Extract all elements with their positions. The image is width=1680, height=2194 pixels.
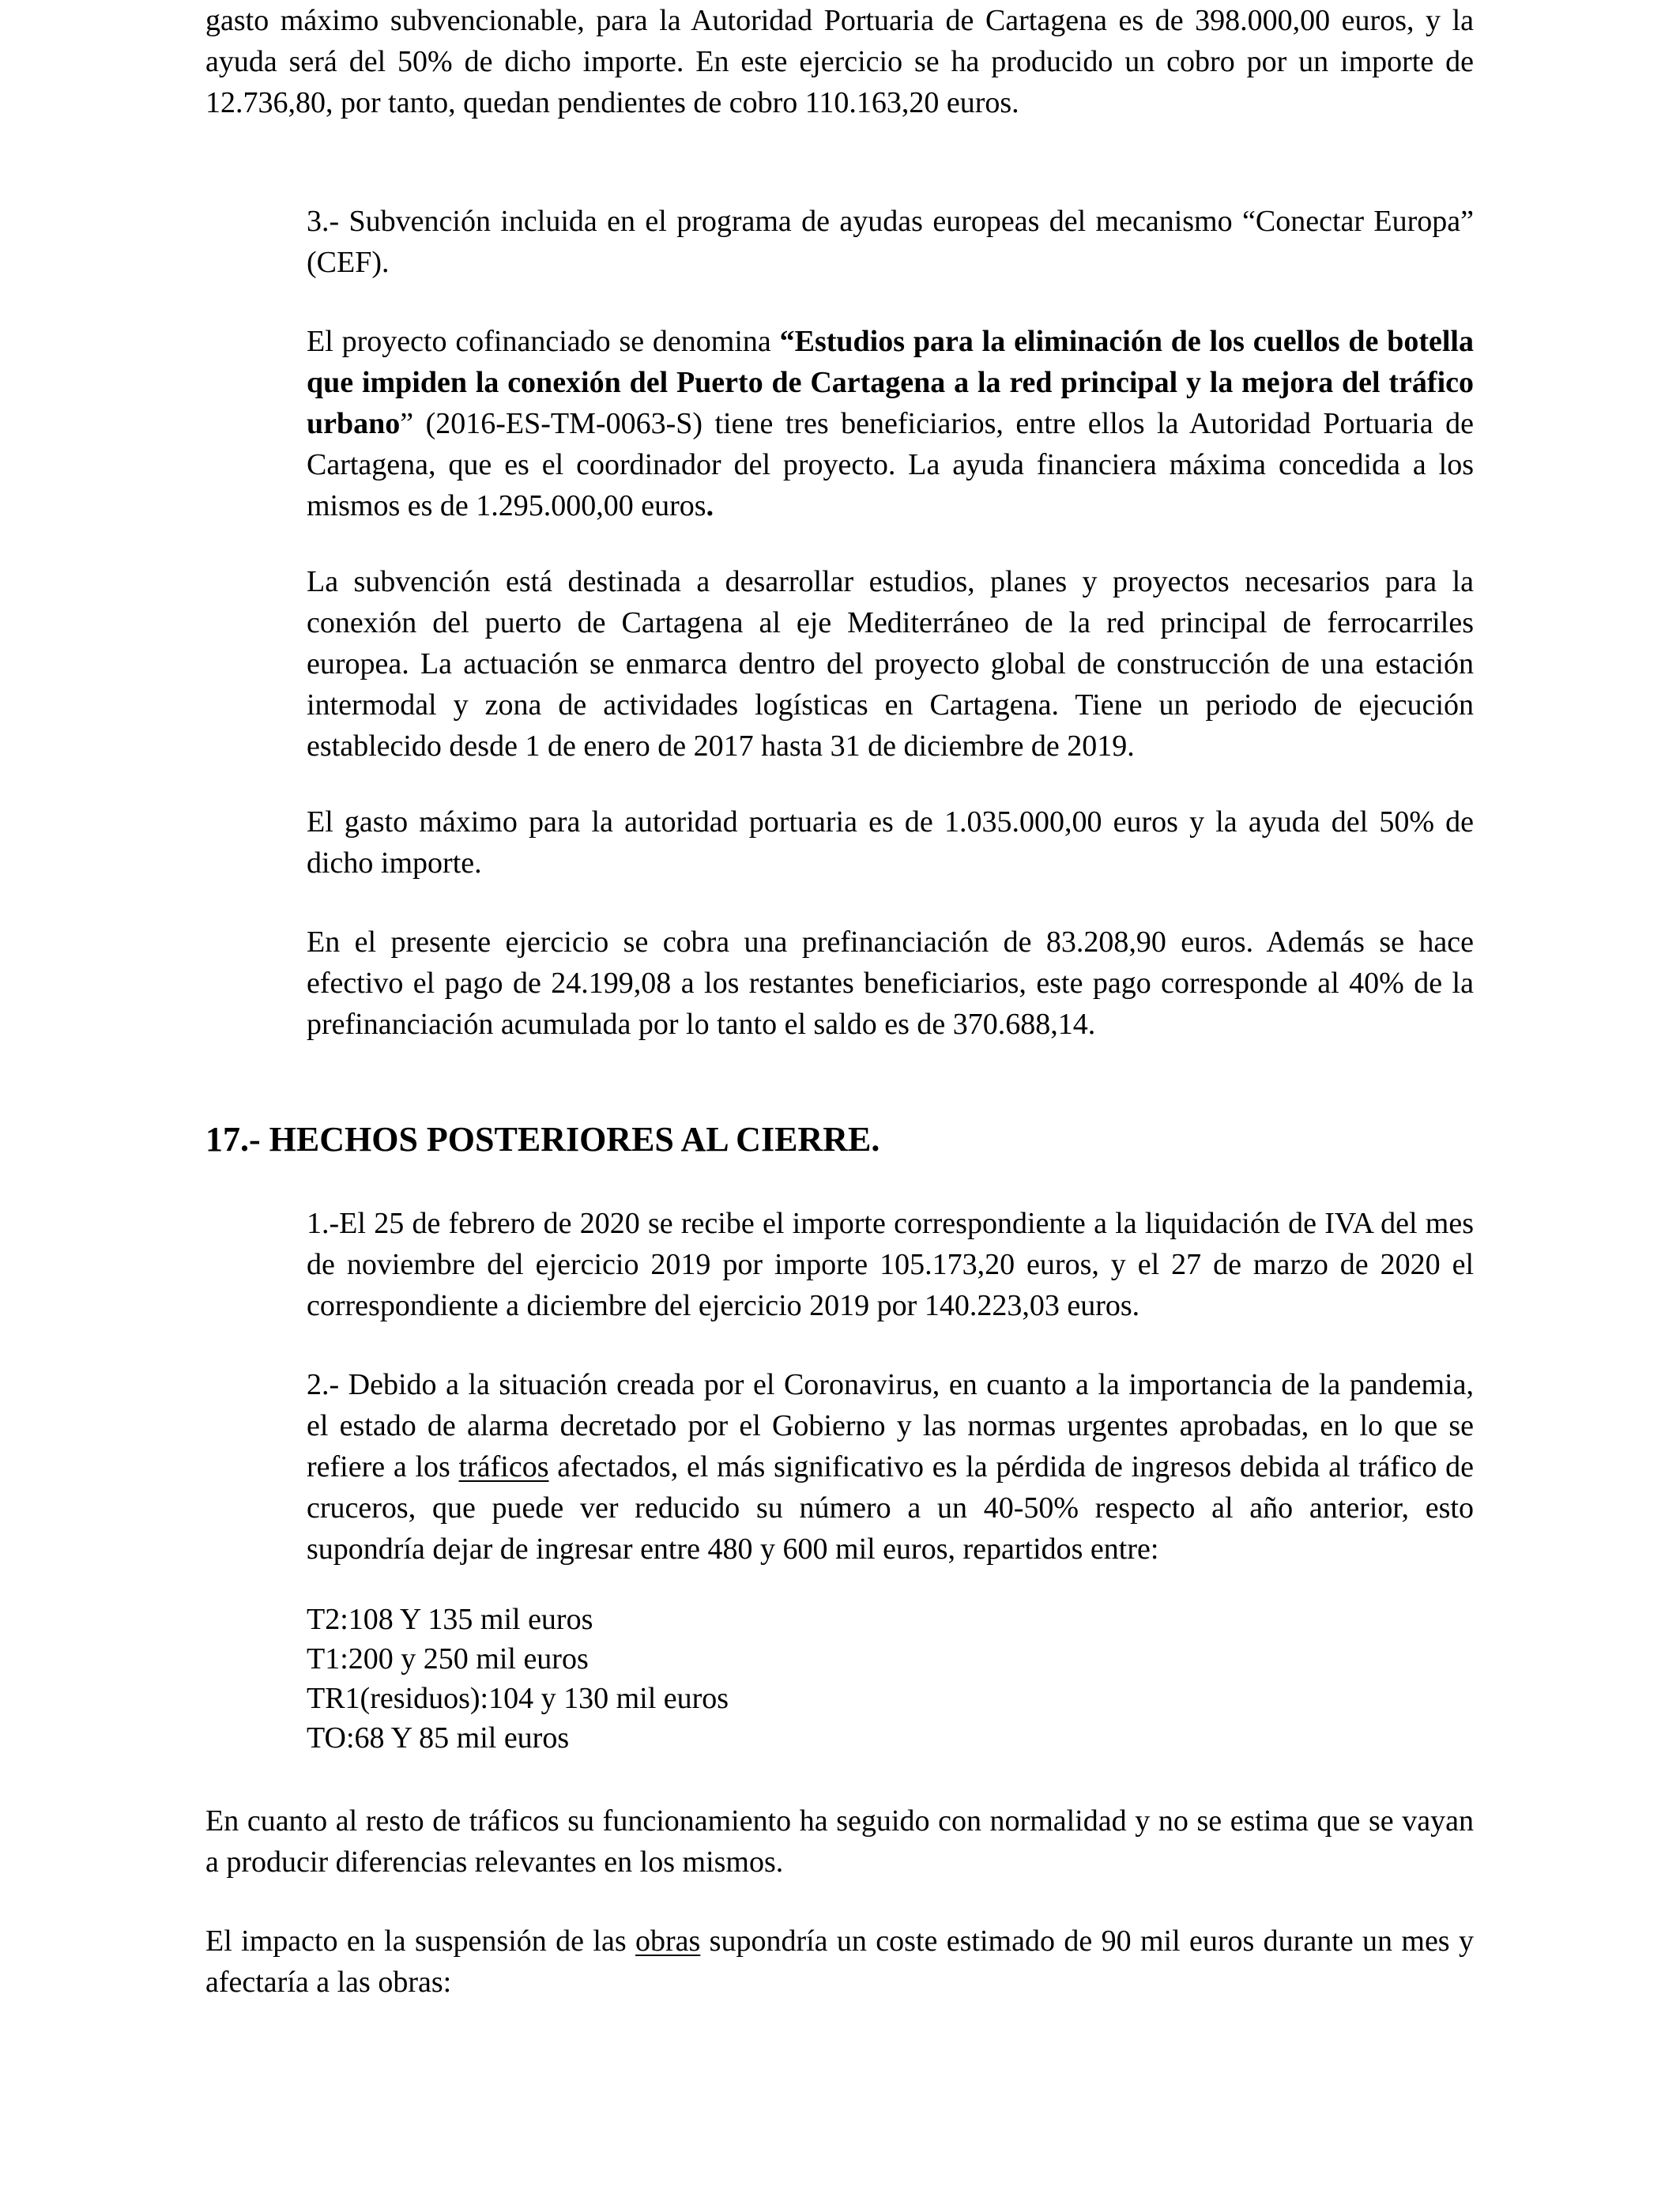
paragraph-prefinanciacion: En el presente ejercicio se cobra una prefinanciación de 83.208,90 euros. Además se hace efectivo el pago de 24.199,08 a los restantes beneficiarios, este pago corresponde al 40% de la prefinanciación acumulada por lo tanto el saldo es de 370.688,14. xyxy=(307,925,1474,1041)
paragraph-gasto-autoridad: El gasto máximo para la autoridad portuaria es de 1.035.000,00 euros y la ayuda del 50% de dicho importe. xyxy=(307,805,1474,880)
obras-underlined: obras xyxy=(635,1924,701,1958)
impacto-text-b: supondría un coste estimado de 90 mil euros durante un mes y afectaría a las obras: xyxy=(205,1924,1474,1999)
proyecto-intro-text: El proyecto cofinanciado se denomina xyxy=(307,325,780,358)
impacto-text-a: El impacto en la suspensión de las xyxy=(205,1924,635,1958)
coronavirus-text-a: 2.- Debido a la situación creada por el Coronavirus, en cuanto a la importancia de la pandemia, el estado de alarma decretado por el Gobierno y las normas urgentes aprobadas, en lo que se refiere a los xyxy=(307,1368,1474,1483)
list-item: TR1(residuos):104 y 130 mil euros xyxy=(307,1682,729,1715)
list-item: TO:68 Y 85 mil euros xyxy=(307,1721,570,1755)
paragraph-gasto-maximo: gasto máximo subvencionable, para la Autoridad Portuaria de Cartagena es de 398.000,00 euros, y la ayuda será del 50% de dicho importe. En este ejercicio se ha producido un cobro por un importe de 12.736,80, por tanto, quedan pendientes de cobro 110.163,20 euros. xyxy=(205,4,1474,119)
list-item: T2:108 Y 135 mil euros xyxy=(307,1603,593,1636)
paragraph-subvencion-destinada: La subvención está destinada a desarrollar estudios, planes y proyectos necesarios para la conexión del puerto de Cartagena al eje Mediterráneo de la red principal de ferrocarriles europea. La actuación se enmarca dentro del proyecto global de construcción de una estación intermodal y zona de actividades logísticas en Cartagena. Tiene un periodo de ejecución establecido desde 1 de enero de 2017 hasta 31 de diciembre de 2019. xyxy=(307,565,1474,763)
paragraph-proyecto-cofinanciado xyxy=(205,321,1474,526)
proyecto-details-text: ” (2016-ES-TM-0063-S) tiene tres beneficiarios, entre ellos la Autoridad Portuaria de Cartagena, que es el coordinador del proyecto. La ayuda financiera máxima concedida a los mismos es de 1.295.000,00 euros xyxy=(307,407,1474,522)
proyecto-end-period: . xyxy=(706,489,714,522)
list-item: T1:200 y 250 mil euros xyxy=(307,1642,589,1676)
traficos-underlined: tráficos xyxy=(458,1450,549,1483)
paragraph-impacto-obras xyxy=(205,1921,1474,2003)
paragraph-iva: 1.-El 25 de febrero de 2020 se recibe el importe correspondiente a la liquidación de IVA del mes de noviembre del ejercicio 2019 por importe 105.173,20 euros, y el 27 de marzo de 2020 el correspondiente a diciembre del ejercicio 2019 por 140.223,03 euros. xyxy=(307,1207,1474,1322)
paragraph-subvencion-cef: 3.- Subvención incluida en el programa de ayudas europeas del mecanismo “Conectar Europa” (CEF). xyxy=(307,205,1474,279)
paragraph-resto-traficos: En cuanto al resto de tráficos su funcionamiento ha seguido con normalidad y no se estima que se vayan a producir diferencias relevantes en los mismos. xyxy=(205,1804,1474,1879)
coronavirus-text-b: afectados, el más significativo es la pérdida de ingresos debida al tráfico de cruceros, que puede ver reducido su número a un 40-50% respecto al año anterior, esto supondría dejar de ingresar entre 480 y 600 mil euros, repartidos entre: xyxy=(307,1450,1474,1566)
traffic-loss-list xyxy=(307,1600,1097,1758)
paragraph-coronavirus xyxy=(205,1364,1474,1570)
section-heading-hechos-posteriores: 17.- HECHOS POSTERIORES AL CIERRE. xyxy=(205,1120,880,1159)
proyecto-title-bold: “Estudios para la eliminación de los cuellos de botella que impiden la conexión del Puerto de Cartagena a la red principal y la mejora del tráfico urbano xyxy=(307,325,1474,440)
